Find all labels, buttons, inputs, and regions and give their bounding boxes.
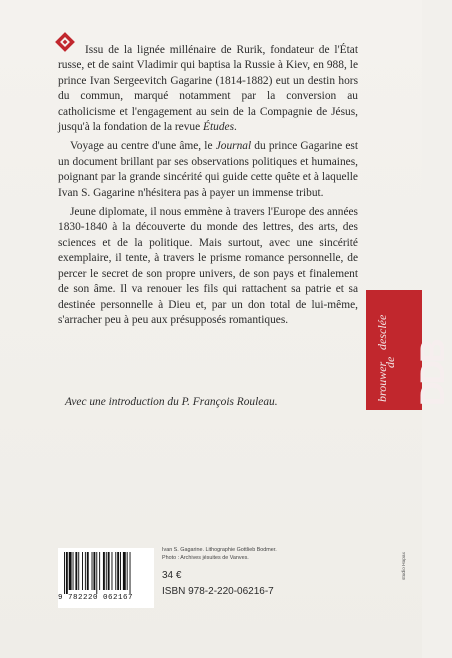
barcode-bar [66,552,68,594]
barcode-bars [58,548,154,594]
barcode-digits: 9 782220 062167 [58,594,134,602]
blurb-paragraph-3: Jeune diplomate, il nous emmène à travers l'Europe des années 1830-1840 à la découverte du monde des lettres, des arts, des sciences et de la politique. Mais surtout, avec une sincérité exemplaire, il tente, à travers le prisme romance personnelle, de percer le secret de son propre univers, de son pays et finalement de son âme. Il va renouer les fils qui rattachent sa patrie et sa destinée personnelle à Dieu et, par un don total de lui-même, s'arracher peu à peu aux présupposés romantiques. [58,206,358,326]
barcode-bar [85,552,86,590]
barcode-bar [115,552,116,590]
barcode-bar [64,552,65,594]
publisher-line-2: de [383,356,397,368]
barcode-bar [73,552,74,590]
introduction-credit: Avec une introduction du P. François Rouleau. [65,396,278,408]
barcode-bar [69,552,72,590]
publisher-line-3: brouwer [375,361,389,402]
blurb-p1-italic: Études [203,121,235,134]
barcode-bar [82,552,83,590]
blurb-text [58,43,358,332]
publisher-logo [366,290,452,410]
barcode-bar [92,552,93,590]
barcode-bar [78,552,79,590]
barcode-bar [108,552,110,590]
price: 34 € [162,570,182,581]
barcode-bar [103,552,105,590]
blurb-p1-text: Issu de la lignée millénaire de Rurik, fondateur de l'État russe, et de saint Vladimir qui baptisa la Russie à Kiev, en 988, le prince Ivan Sergeevitch Gagarine (1814-1882) eut un destin hors du commun, marqué notamment par la conversion au catholicisme et l'engagement au sein de la Compagnie de Jésus, jusqu'à la fondation de la revue [58,44,358,134]
barcode-bar [75,552,77,590]
blurb-p2-before: Voyage au centre d'une âme, le [70,140,216,153]
designer-credit: studio Hapax [402,552,407,580]
barcode-bar [106,552,107,590]
barcode-bar [99,552,100,590]
barcode-bar [127,552,128,590]
blurb-p2-italic: Journal [215,140,252,153]
barcode-bar [93,552,95,590]
blurb-p2-after: du prince Gagarine est un document brillant par ses observations politiques et humaines, poignant par la grande sincérité qui guide cette quête et à laquelle Ivan S. Gagarine n'hésitera pas à payer un immense tribut. [58,140,358,199]
blurb-p1-suffix: . [234,121,237,134]
barcode-bar [112,552,113,590]
barcode-bar [123,552,126,590]
illustration-credit [162,546,277,562]
blurb-paragraph-2 [58,139,358,201]
credit-line-2: Photo : Archives jésuites de Vanves. [162,555,249,561]
publisher-mark: DDB [414,341,452,406]
publisher-line-1: desclée [375,314,389,350]
barcode-bar [87,552,89,590]
blurb-paragraph-1 [58,43,358,135]
barcode-bar [120,552,121,590]
isbn: ISBN 978-2-220-06216-7 [162,586,274,597]
credit-line-1: Ivan S. Gagarine. Lithographie Gottlieb Bodmer. [162,547,277,553]
barcode-bar [96,552,97,594]
barcode-bar [117,552,119,590]
barcode-bar [130,552,131,594]
